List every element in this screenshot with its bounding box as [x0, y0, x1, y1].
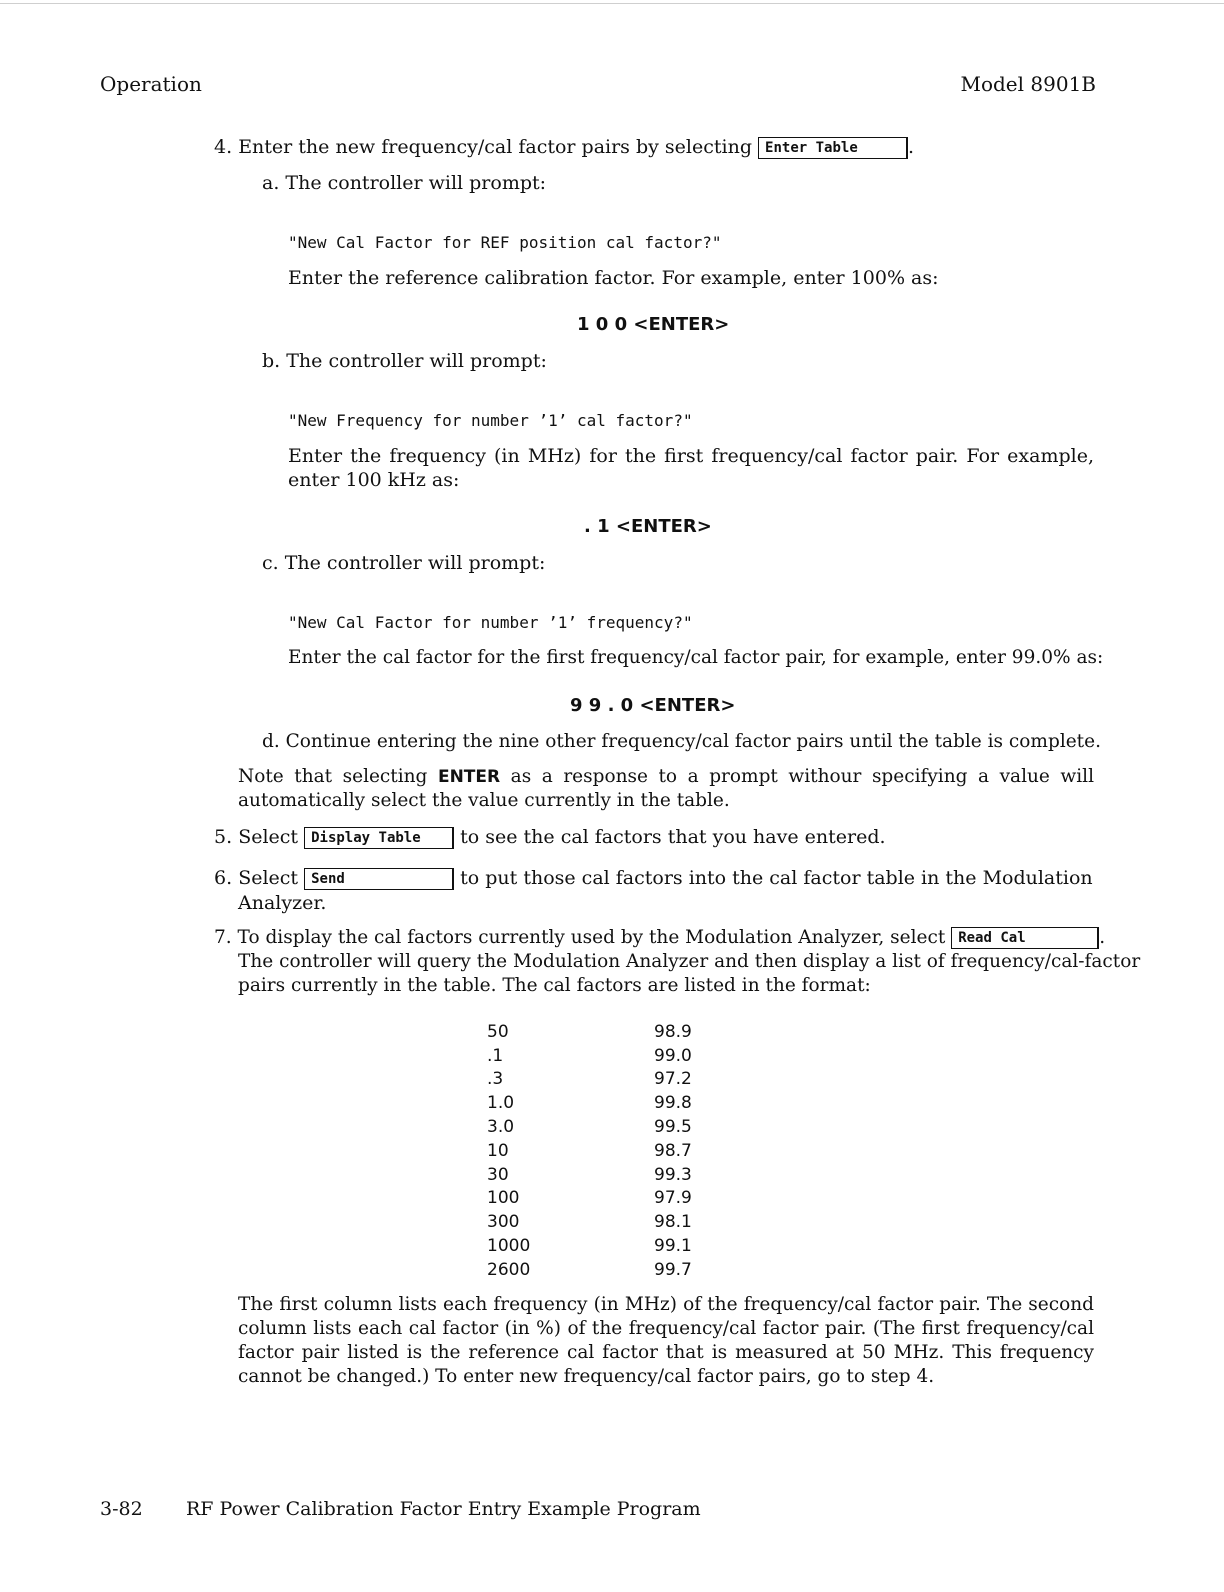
step-7-period: .	[1099, 927, 1106, 948]
table-row	[487, 1020, 692, 1044]
cal-factor-cell: 99.5	[654, 1117, 692, 1138]
keys-100-enter: 1 0 0 <ENTER>	[577, 314, 730, 335]
footer-page-number: 3-82	[100, 1498, 143, 1520]
frequency-cell: 10	[487, 1140, 509, 1161]
cal-factor-cell: 98.9	[654, 1021, 692, 1042]
table-row	[487, 1139, 692, 1163]
frequency-cell: .3	[487, 1069, 504, 1090]
cal-factor-cell: 98.7	[654, 1140, 692, 1161]
step-6-line2: Analyzer.	[238, 892, 327, 914]
frequency-cell: .1	[487, 1045, 504, 1066]
table-row	[487, 1091, 692, 1115]
step-4c-text: The controller will prompt:	[284, 552, 546, 574]
frequency-cell: 3.0	[487, 1117, 515, 1138]
step-4d-text: Continue entering the nine other frequency/cal factor pairs until the table is complete.	[285, 731, 1101, 752]
frequency-cell: 1000	[487, 1236, 531, 1257]
step-5-pre: Select	[238, 826, 299, 848]
table-row	[487, 1044, 692, 1068]
cal-factor-cell: 99.0	[654, 1045, 692, 1066]
step-4	[214, 135, 914, 159]
step-4a	[262, 171, 546, 195]
table-row	[487, 1115, 692, 1139]
frequency-cell: 30	[487, 1164, 509, 1185]
prompt-cal-factor-1: "New Cal Factor for number ’1’ frequency?"	[288, 613, 693, 632]
note-enter	[238, 765, 1094, 813]
step-7-pre: To display the cal factors currently used by the Modulation Analyzer, select	[237, 927, 946, 948]
table-row	[487, 1234, 692, 1258]
table-row	[487, 1258, 692, 1282]
header-model: Model 8901B	[960, 72, 1096, 96]
cal-factor-cell: 99.7	[654, 1259, 692, 1280]
table-row	[487, 1068, 692, 1092]
instruction-frequency-1: Enter the frequency (in MHz) for the first frequency/cal factor pair. For example, enter 100 kHz as:	[288, 445, 1094, 491]
header-section: Operation	[100, 72, 202, 96]
keys-point1-enter: . 1 <ENTER>	[584, 516, 712, 537]
cal-factor-cell: 97.9	[654, 1188, 692, 1209]
read-cal-softkey[interactable]: Read Cal	[951, 927, 1099, 949]
note-text-post: as a response to a prompt withour specifying a value will automatically select the value currently in the table.	[238, 766, 1095, 811]
step-4d-label: d.	[262, 731, 280, 752]
cal-factor-cell: 99.8	[654, 1093, 692, 1114]
step-4-number: 4.	[214, 136, 233, 158]
cal-factor-cell: 98.1	[654, 1212, 692, 1233]
step-5	[214, 825, 886, 849]
cal-factor-table	[487, 1020, 692, 1282]
cal-factor-cell: 99.3	[654, 1164, 692, 1185]
step-7-number: 7.	[214, 927, 232, 948]
step-4b-label: b.	[262, 350, 281, 372]
keys-99-enter: 9 9 . 0 <ENTER>	[570, 695, 736, 716]
step-6-number: 6.	[214, 867, 233, 889]
enter-table-softkey[interactable]: Enter Table	[758, 137, 908, 159]
instruction-cal-factor-1: Enter the cal factor for the first frequency/cal factor pair, for example, enter 99.0% as:	[288, 647, 1104, 668]
step-5-number: 5.	[214, 826, 233, 848]
top-rule	[0, 3, 1224, 4]
table-row	[487, 1163, 692, 1187]
step-4a-text: The controller will prompt:	[285, 172, 547, 194]
step-7	[214, 926, 1105, 950]
step-4-text: Enter the new frequency/cal factor pairs by selecting	[238, 136, 752, 158]
step-4c	[262, 551, 545, 575]
note-text-pre: Note that selecting	[238, 766, 428, 787]
footer-title: RF Power Calibration Factor Entry Example Program	[186, 1498, 701, 1520]
step-4b-text: The controller will prompt:	[286, 350, 547, 372]
step-4d	[262, 730, 1101, 754]
send-softkey[interactable]: Send	[304, 868, 454, 890]
step-5-post: to see the cal factors that you have entered.	[460, 826, 886, 848]
step-6-pre: Select	[238, 867, 299, 889]
step-7-line2: The controller will query the Modulation Analyzer and then display a list of frequency/cal-factor	[238, 951, 1141, 972]
closing-paragraph: The first column lists each frequency (in MHz) of the frequency/cal factor pair. The second column lists each cal factor (in %) of the frequency/cal factor pair. (The first frequency/cal factor pair listed is the reference cal factor that is measured at 50 MHz. This frequency cannot be changed.) To enter new frequency/cal factor pairs, go to step 4.	[238, 1294, 1094, 1387]
step-4c-label: c.	[262, 552, 279, 574]
prompt-frequency-1: "New Frequency for number ’1’ cal factor?"	[288, 411, 693, 430]
step-6	[214, 866, 1093, 890]
step-6-post: to put those cal factors into the cal factor table in the Modulation	[460, 867, 1093, 889]
frequency-cell: 300	[487, 1212, 520, 1233]
cal-factor-cell: 99.1	[654, 1236, 692, 1257]
frequency-cell: 1.0	[487, 1093, 515, 1114]
frequency-cell: 100	[487, 1188, 520, 1209]
table-row	[487, 1210, 692, 1234]
step-4b	[262, 349, 547, 373]
note-enter-key: ENTER	[437, 767, 501, 787]
table-row	[487, 1187, 692, 1211]
prompt-ref-cal-factor: "New Cal Factor for REF position cal factor?"	[288, 233, 722, 252]
cal-factor-cell: 97.2	[654, 1069, 692, 1090]
instruction-ref-cal-factor: Enter the reference calibration factor. For example, enter 100% as:	[288, 267, 939, 289]
frequency-cell: 50	[487, 1021, 509, 1042]
step-7-line3: pairs currently in the table. The cal factors are listed in the format:	[238, 975, 871, 996]
display-table-softkey[interactable]: Display Table	[304, 827, 454, 849]
step-4a-label: a.	[262, 172, 280, 194]
step-4-period: .	[908, 136, 915, 158]
frequency-cell: 2600	[487, 1259, 531, 1280]
